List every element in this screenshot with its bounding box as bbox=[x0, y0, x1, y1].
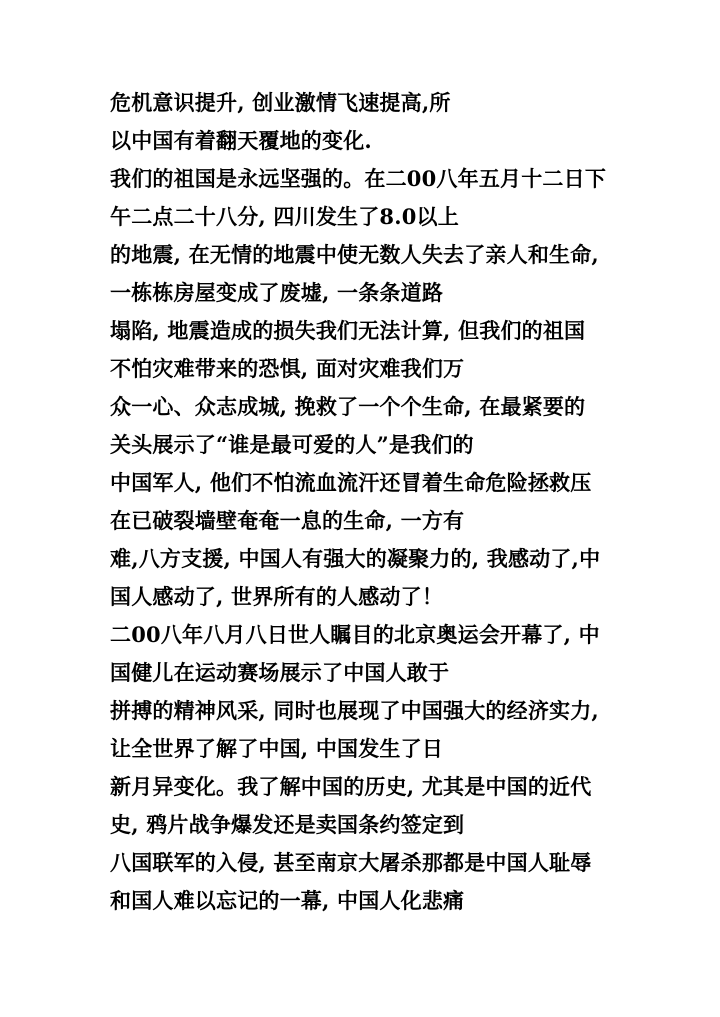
text-line: 危机意识提升, 创业激情飞速提高,所 bbox=[110, 90, 451, 115]
text-line: 和国人难以忘记的一幕, 中国人化悲痛 bbox=[110, 888, 465, 913]
text-line: 拼搏的精神风采, 同时也展现了中国强大的经济实力, bbox=[110, 698, 599, 723]
text-line: 中国军人, 他们不怕流血流汗还冒着生命危险拯救压 bbox=[110, 470, 592, 495]
text-line: 的地震, 在无情的地震中使无数人失去了亲人和生命, bbox=[110, 242, 599, 267]
text-line: 二00八年八月八日世人瞩目的北京奥运会开幕了, 中 bbox=[110, 622, 600, 647]
text-line: 关头展示了“谁是最可爱的人”是我们的 bbox=[110, 432, 474, 457]
text-line: 国人感动了, 世界所有的人感动了！ bbox=[110, 584, 444, 609]
text-line: 史, 鸦片战争爆发还是卖国条约签定到 bbox=[110, 812, 465, 837]
text-line: 让全世界了解了中国, 中国发生了日 bbox=[110, 736, 444, 761]
text-line: 塌陷, 地震造成的损失我们无法计算, 但我们的祖国 bbox=[110, 318, 586, 343]
text-line: 众一心、众志成城, 挽救了一个个生命, 在最紧要的 bbox=[110, 394, 586, 419]
text-line: 难,八方支援, 中国人有强大的凝聚力的, 我感动了,中 bbox=[110, 546, 601, 571]
text-line: 国健儿在运动赛场展示了中国人敢于 bbox=[110, 660, 450, 685]
text-line: 在已破裂墙壁奄奄一息的生命, 一方有 bbox=[110, 508, 465, 533]
text-line: 八国联军的入侵, 甚至南京大屠杀那都是中国人耻辱 bbox=[110, 850, 592, 875]
text-line: 新月异变化。我了解中国的历史, 尤其是中国的近代 bbox=[110, 774, 592, 799]
text-line: 以中国有着翻天覆地的变化. bbox=[110, 128, 372, 153]
text-line: 不怕灾难带来的恐惧, 面对灾难我们万 bbox=[110, 356, 465, 381]
text-line: 我们的祖国是永远坚强的。在二00八年五月十二日下 bbox=[110, 166, 607, 191]
text-line: 午二点二十八分, 四川发生了8.0以上 bbox=[110, 204, 459, 229]
text-line: 一栋栋房屋变成了废墟, 一条条道路 bbox=[110, 280, 444, 305]
